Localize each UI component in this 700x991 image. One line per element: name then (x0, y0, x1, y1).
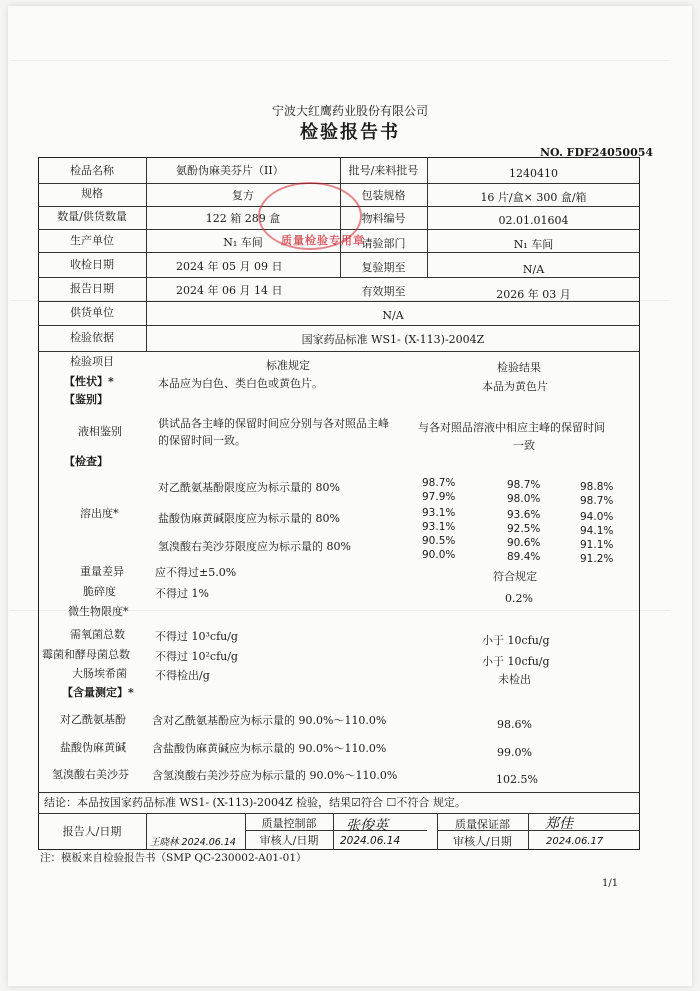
expiry-label: 有效期至 (361, 285, 406, 298)
friability-label: 脆碎度 (83, 585, 116, 598)
report-date-label: 报告日期 (70, 282, 114, 295)
dissolution-standard-3: 氢溴酸右美沙芬限度应为标示量的 80% (158, 540, 351, 553)
mold-result: 小于 10cfu/g (482, 655, 550, 668)
assay-2-standard: 含盐酸伪麻黄碱应为标示量的 90.0%～110.0% (152, 742, 387, 755)
dissolution-result: 98.7% (507, 479, 541, 491)
hplc-standard-line2: 的保留时间一致。 (158, 434, 246, 447)
check-label: 【检查】 (64, 455, 108, 468)
hplc-result-line1: 与各对照品溶液中相应主峰的保留时间 (418, 421, 605, 434)
assay-2-result: 99.0% (497, 746, 532, 759)
assay-label: 【含量测定】* (62, 686, 134, 699)
product-name-value: 氨酚伪麻美芬片（II） (176, 164, 284, 177)
report-date-value: 2024 年 06 月 14 日 (176, 284, 283, 297)
dissolution-result: 92.5% (507, 523, 541, 535)
quantity-label: 数量/供货数量 (57, 210, 127, 223)
reporter-signature: 王晓林 2024.06.14 (150, 837, 236, 848)
qc-dept-label: 质量控制部 (261, 817, 317, 830)
document-number: NO. FDF24050054 (540, 146, 654, 159)
spec-value: 复方 (232, 189, 254, 202)
qa-dept-label: 质量保证部 (455, 818, 510, 831)
dept-value: N₁ 车间 (513, 238, 554, 251)
qc-reviewer-label: 审核人/日期 (259, 834, 319, 847)
supplier-label: 供货单位 (70, 306, 114, 319)
reporter-label: 报告人/日期 (62, 825, 122, 838)
receive-date-value: 2024 年 05 月 09 日 (176, 260, 283, 273)
aerobic-result: 小于 10cfu/g (482, 634, 550, 647)
conclusion: 结论：本品按国家药品标准 WS1- (X-113)-2004Z 检验，结果☑符合 ☐不符合 规定。 (44, 796, 466, 809)
weight-result: 符合规定 (493, 570, 537, 583)
basis-label: 检验依据 (70, 331, 114, 344)
mold-standard: 不得过 10²cfu/g (155, 650, 238, 663)
dissolution-standard-2: 盐酸伪麻黄碱限度应为标示量的 80% (158, 512, 340, 525)
appearance-standard: 本品应为白色、类白色或黄色片。 (158, 377, 323, 390)
friability-standard: 不得过 1% (155, 587, 209, 600)
dissolution-result: 90.6% (507, 537, 541, 549)
document-title: 检验报告书 (300, 122, 400, 143)
dissolution-result: 94.1% (580, 525, 614, 537)
qc-signature: 张俊英 (346, 818, 388, 834)
dissolution-result: 91.1% (580, 539, 614, 551)
page-number: 1/1 (602, 878, 619, 889)
dissolution-result: 98.8% (580, 481, 614, 493)
dissolution-result: 98.7% (580, 495, 614, 507)
dissolution-result: 93.1% (422, 521, 456, 533)
column-standard: 标准规定 (266, 359, 310, 372)
dissolution-result: 98.0% (507, 493, 541, 505)
supplier-value: N/A (382, 309, 404, 322)
assay-1-result: 98.6% (497, 718, 532, 731)
dissolution-result: 90.0% (422, 549, 456, 561)
expiry-value: 2026 年 03 月 (496, 288, 571, 301)
friability-result: 0.2% (505, 592, 533, 605)
dissolution-result: 94.0% (580, 511, 614, 523)
quality-seal-text: 质量检验专用章 (281, 234, 365, 247)
ecoli-label: 大肠埃希菌 (72, 667, 127, 680)
assay-3-result: 102.5% (496, 773, 538, 786)
qa-signature-date: 2024.06.17 (546, 836, 604, 847)
hplc-result-line2: 一致 (513, 439, 535, 452)
weight-standard: 应不得过±5.0% (155, 566, 237, 579)
retest-value: N/A (522, 263, 545, 276)
product-name-label: 检品名称 (70, 164, 114, 177)
dissolution-result: 91.2% (580, 553, 614, 565)
dept-label: 请验部门 (361, 237, 406, 250)
dissolution-result: 93.1% (422, 507, 456, 519)
qa-signature: 郑佳 (545, 816, 573, 832)
assay-1-label: 对乙酰氨基酚 (60, 713, 126, 726)
appearance-label: 【性状】* (64, 375, 114, 388)
ecoli-standard: 不得检出/g (155, 669, 210, 682)
batch-label: 批号/来料批号 (348, 164, 419, 177)
dissolution-label: 溶出度* (80, 507, 119, 520)
dissolution-result: 97.9% (422, 491, 456, 503)
unit-value: N₁ 车间 (223, 236, 263, 249)
company-name: 宁波大红鹰药业股份有限公司 (271, 104, 428, 118)
pack-label: 包装规格 (361, 189, 406, 202)
hplc-label: 液相鉴别 (78, 425, 122, 438)
unit-label: 生产单位 (70, 234, 114, 247)
column-result: 检验结果 (497, 361, 541, 374)
dissolution-result: 90.5% (422, 535, 456, 547)
dissolution-result: 89.4% (507, 551, 541, 563)
dissolution-result: 98.7% (422, 477, 456, 489)
weight-label: 重量差异 (80, 565, 124, 578)
assay-1-standard: 含对乙酰氨基酚应为标示量的 90.0%～110.0% (152, 714, 387, 727)
aerobic-standard: 不得过 10³cfu/g (155, 630, 238, 643)
ecoli-result: 未检出 (498, 673, 531, 686)
hplc-standard-line1: 供试品各主峰的保留时间应分别与各对照品主峰 (158, 417, 389, 430)
aerobic-label: 需氧菌总数 (70, 628, 125, 641)
batch-value: 1240410 (509, 167, 558, 180)
material-value: 02.01.01604 (498, 214, 569, 227)
column-item: 检验项目 (70, 355, 114, 368)
microbial-label: 微生物限度* (68, 605, 129, 618)
template-footnote: 注：模板来自检验报告书（SMP QC-230002-A01-01） (40, 852, 307, 864)
pack-value: 16 片/盒× 300 盒/箱 (480, 191, 587, 204)
dissolution-standard-1: 对乙酰氨基酚限度应为标示量的 80% (158, 481, 340, 494)
retest-label: 复验期至 (361, 261, 406, 274)
qa-reviewer-label: 审核人/日期 (453, 835, 512, 848)
appearance-result: 本品为黄色片 (482, 380, 548, 393)
assay-3-standard: 含氢溴酸右美沙芬应为标示量的 90.0%～110.0% (152, 769, 398, 782)
dissolution-result: 93.6% (507, 509, 541, 521)
material-label: 物料编号 (361, 212, 406, 225)
basis-value: 国家药品标准 WS1- (X-113)-2004Z (301, 333, 485, 346)
mold-label: 霉菌和酵母菌总数 (42, 648, 130, 661)
identification-label: 【鉴别】 (64, 393, 108, 406)
spec-label: 规格 (81, 187, 103, 200)
assay-3-label: 氢溴酸右美沙芬 (52, 768, 129, 781)
quantity-value: 122 箱 289 盒 (205, 212, 281, 225)
assay-2-label: 盐酸伪麻黄碱 (60, 741, 126, 754)
qc-signature-date: 2024.06.14 (340, 835, 401, 847)
receive-date-label: 收检日期 (70, 258, 114, 271)
